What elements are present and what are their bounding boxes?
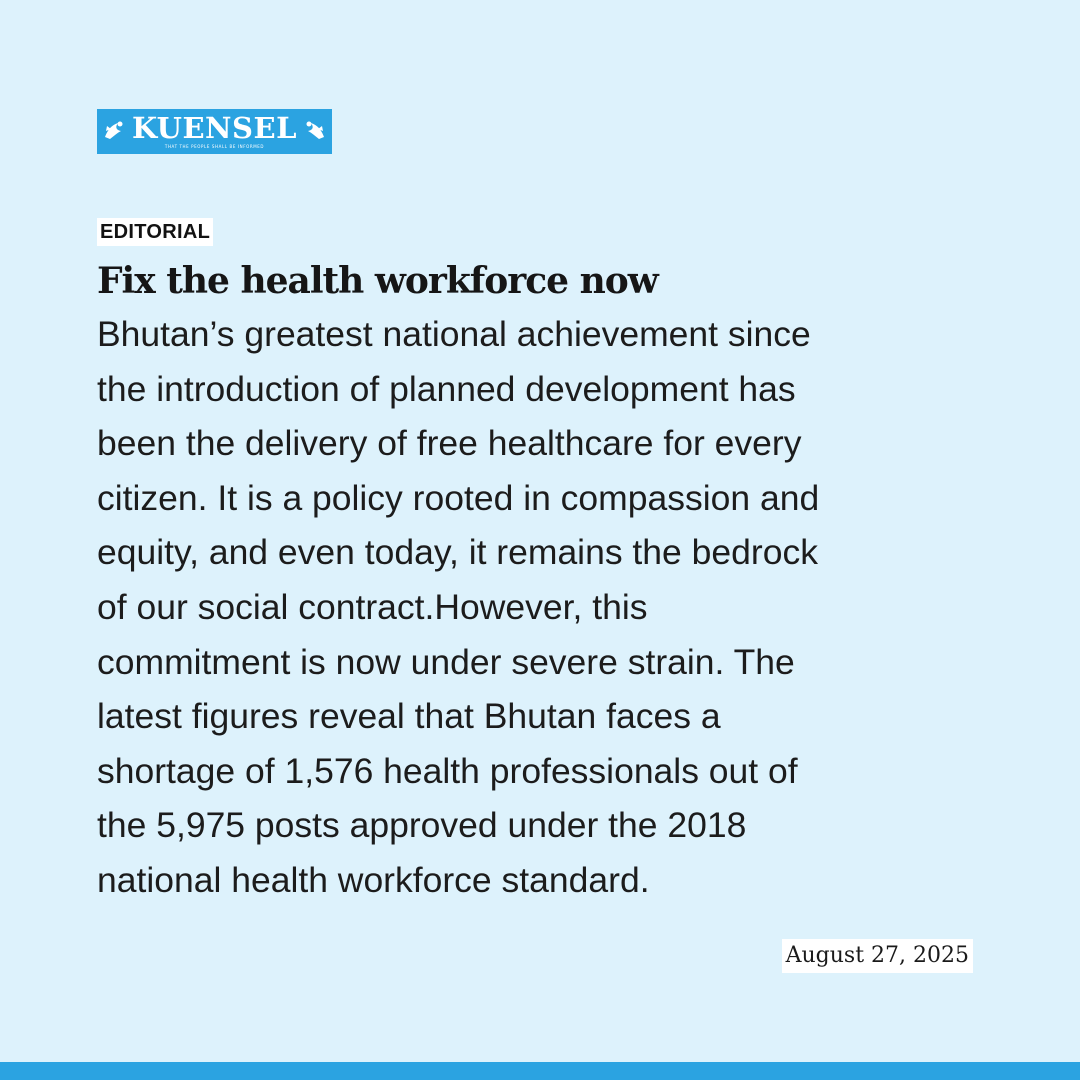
body-line: national health workforce standard. <box>97 859 650 900</box>
body-line: the introduction of planned development has <box>97 368 796 409</box>
body-line: Bhutan’s greatest national achievement since <box>97 314 811 354</box>
body-line: commitment is now under severe strain. The <box>97 641 795 682</box>
logo-wordmark: KUENSEL <box>131 111 297 145</box>
body-line: equity, and even today, it remains the bedrock <box>97 532 818 573</box>
logo-tagline: THAT THE PEOPLE SHALL BE INFORMED <box>164 144 265 149</box>
body-line: been the delivery of free healthcare for every <box>97 423 802 464</box>
body-line: shortage of 1,576 health professionals out of <box>97 750 798 791</box>
section-label: EDITORIAL <box>97 218 213 246</box>
body-line: of our social contract.However, this <box>97 586 648 627</box>
body-line: citizen. It is a policy rooted in compassion and <box>97 477 820 518</box>
kuensel-logo <box>97 109 332 154</box>
dragon-ornament-icon <box>301 117 327 143</box>
article-headline: Fix the health workforce now <box>97 260 658 302</box>
body-line: the 5,975 posts approved under the 2018 <box>97 805 747 846</box>
body-line: latest figures reveal that Bhutan faces a <box>97 696 721 737</box>
publish-date: August 27, 2025 <box>782 939 973 973</box>
bottom-accent-bar <box>0 1062 1080 1080</box>
article-body <box>97 307 987 908</box>
